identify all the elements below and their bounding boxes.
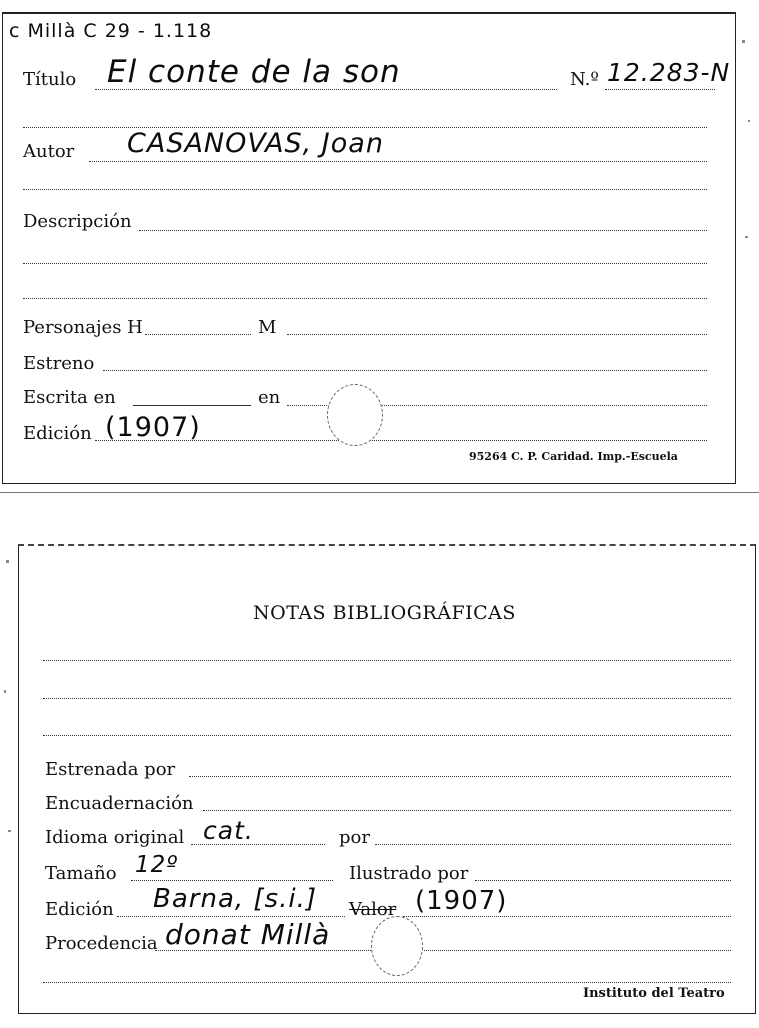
- procedencia-label: Procedencia: [45, 933, 158, 954]
- edicion-value: (1907): [105, 412, 201, 443]
- autor-label: Autor: [23, 141, 75, 162]
- punch-hole: [327, 384, 383, 446]
- descripcion-line-1: [139, 230, 707, 231]
- bottom-punch-hole: [371, 916, 423, 976]
- bottom-edicion-value: Barna, [s.i.]: [153, 884, 317, 914]
- encuadernacion-label: Encuadernación: [45, 793, 194, 814]
- bottom-edicion-label: Edición: [45, 899, 114, 920]
- escrita-line: [133, 405, 251, 406]
- encuadernacion-line: [203, 810, 731, 811]
- tamano-value: 12º: [135, 852, 179, 878]
- descripcion-line-3: [23, 298, 707, 299]
- idioma-value: cat.: [203, 816, 254, 845]
- notas-line-2: [43, 698, 731, 699]
- bottom-edicion-line: [117, 916, 345, 917]
- card-separator-line: [0, 492, 759, 493]
- personajes-m-line: [287, 334, 707, 335]
- ilustrado-label: Ilustrado por: [349, 863, 469, 884]
- numero-value: 12.283-N: [607, 58, 731, 87]
- escrita-en-label: en: [258, 387, 281, 408]
- ilustrado-line: [475, 880, 731, 881]
- escrita-label: Escrita en: [23, 387, 116, 408]
- valor-value: (1907): [415, 886, 508, 916]
- catalog-card-back: [18, 544, 756, 1014]
- notas-bottom-line: [43, 982, 731, 983]
- notas-heading: NOTAS BIBLIOGRÁFICAS: [253, 602, 516, 624]
- scan-speck: [742, 40, 745, 43]
- descripcion-line-2: [23, 263, 707, 264]
- scan-speck: [4, 690, 6, 693]
- autor-value: CASANOVAS, Joan: [127, 128, 384, 159]
- titulo-value: El conte de la son: [107, 54, 401, 90]
- idioma-por-line: [375, 844, 731, 845]
- valor-label: Valor: [349, 899, 397, 920]
- idioma-label: Idioma original: [45, 827, 185, 848]
- personajes-label: Personajes H: [23, 317, 143, 338]
- institution-imprint: Instituto del Teatro: [583, 986, 725, 1001]
- scan-speck: [6, 560, 9, 563]
- personajes-m-label: M: [258, 317, 277, 338]
- notas-line-1: [43, 660, 731, 661]
- idioma-por-label: por: [339, 827, 370, 848]
- scan-speck: [745, 236, 748, 238]
- estreno-label: Estreno: [23, 353, 95, 374]
- tamano-label: Tamaño: [45, 863, 117, 884]
- personajes-h-line: [145, 334, 251, 335]
- edicion-label: Edición: [23, 423, 92, 444]
- notas-line-3: [43, 735, 731, 736]
- valor-line: [403, 916, 731, 917]
- catalog-card-front: [2, 12, 736, 484]
- tamano-line: [131, 880, 333, 881]
- estreno-line: [103, 370, 707, 371]
- scan-speck: [8, 830, 11, 832]
- corner-note: c Millà C 29 - 1.118: [9, 20, 213, 42]
- numero-label: N.º: [570, 69, 599, 90]
- numero-line: [605, 89, 715, 90]
- procedencia-value: donat Millà: [165, 918, 331, 951]
- estrenada-line: [189, 776, 731, 777]
- scan-speck: [748, 120, 750, 122]
- autor-line: [89, 161, 707, 162]
- printer-imprint: 95264 C. P. Caridad. Imp.-Escuela: [469, 450, 678, 463]
- descripcion-label: Descripción: [23, 211, 132, 232]
- autor-line-2: [23, 189, 707, 190]
- estrenada-label: Estrenada por: [45, 759, 176, 780]
- titulo-label: Título: [23, 69, 77, 90]
